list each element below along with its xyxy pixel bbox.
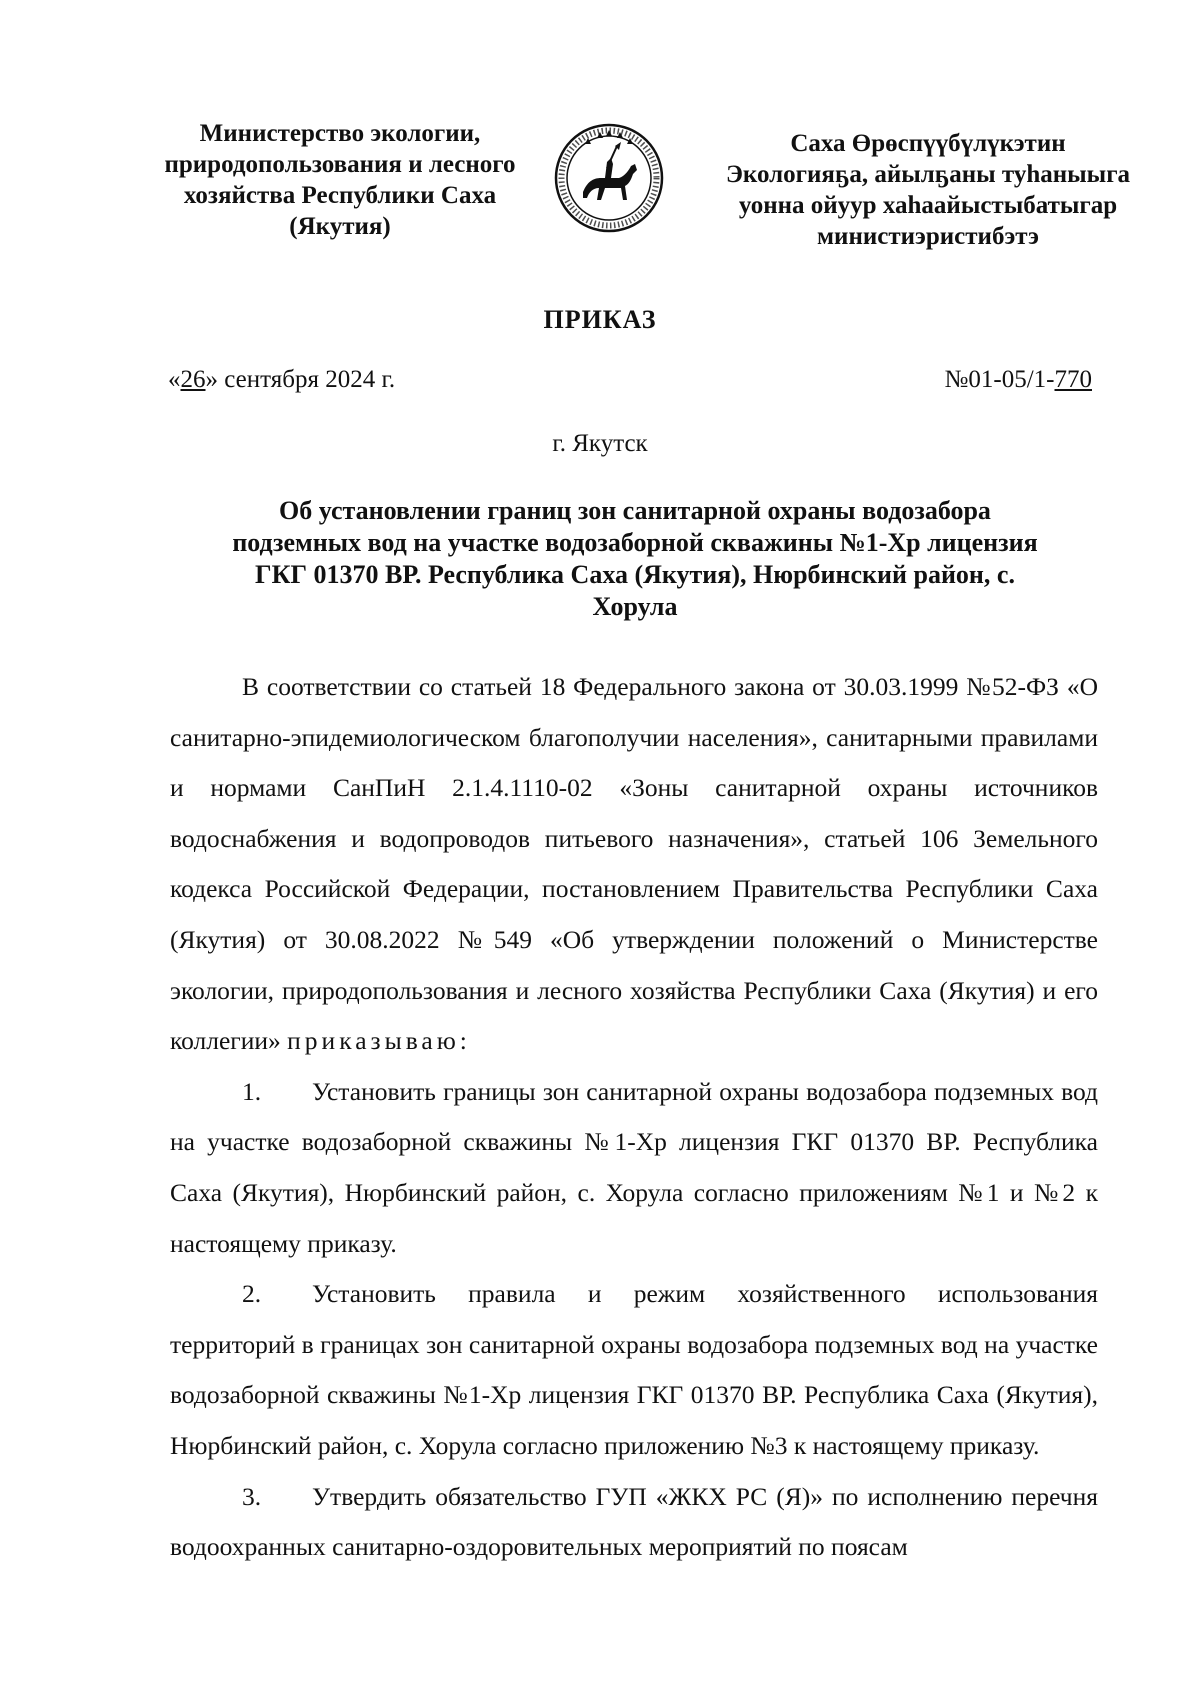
- ministry-name-line: Саха Өрөспүүбүлүкэтин: [790, 130, 1066, 157]
- subject-line: подземных вод на участке водозаборной скважины №1-Хр лицензия: [232, 528, 1038, 557]
- order-word: приказываю:: [287, 1026, 471, 1056]
- ministry-name-russian: [150, 118, 530, 242]
- item-number: 1.: [242, 1076, 262, 1106]
- order-item: [170, 1269, 1098, 1471]
- order-date: [168, 366, 395, 394]
- ministry-name-line: уонна ойуур хаһаайыстыбатыгар: [738, 192, 1118, 219]
- date-prefix: «: [168, 366, 181, 393]
- order-number-value: 770: [1054, 366, 1092, 393]
- order-subject: [175, 495, 1095, 623]
- document-title: ПРИКАЗ: [543, 305, 657, 334]
- subject-line: ГКГ 01370 ВР. Республика Саха (Якутия), Нюрбинский район, с.: [255, 560, 1015, 589]
- item-number: 3.: [242, 1481, 262, 1511]
- preamble-text: В соответствии со статьей 18 Федерального закона от 30.03.1999 №52-ФЗ «О санитарно-эпидемиологическом благополучии населения», санитарными правилами и нормами СанПиН 2.1.4.1110-02 «Зоны санитарной охраны источников водоснабжения и водопроводов питьевого назначения», статьей 106 Земельного кодекса Российской Федерации, постановлением Правительства Республики Саха (Якутия) от 30.08.2022 №549 «Об утверждении положений о Министерстве экологии, природопользования и лесного хозяйства Республики Саха (Якутия) и его коллегии»: [170, 672, 1098, 1056]
- date-day: 26: [180, 366, 206, 393]
- ministry-name-line: Министерство экологии,: [199, 120, 481, 147]
- item-text: Установить правила и режим хозяйственного использования территорий в границах зон санитарной охраны водозабора подземных вод на участке водозаборной скважины №1-Хр лицензия ГКГ 01370 ВР. Республика Саха (Якутия), Нюрбинский район, с. Хорула согласно приложению №3 к настоящему приказу.: [170, 1279, 1098, 1460]
- item-text: Утвердить обязательство ГУП «ЖКХ РС (Я)» по исполнению перечня водоохранных санитарно-оздоровительных мероприятий по поясам: [170, 1481, 1098, 1562]
- order-number-prefix: №01-05/1-: [944, 366, 1055, 393]
- ministry-name-line: министиэристибэтэ: [817, 223, 1039, 250]
- item-number: 2.: [242, 1279, 262, 1309]
- coat-of-arms-icon: [553, 122, 665, 234]
- preamble-paragraph: [170, 662, 1098, 1067]
- ministry-name-line: природопользования и лесного: [164, 151, 516, 178]
- order-body: [170, 662, 1098, 1573]
- order-number: [945, 366, 1092, 394]
- city: г. Якутск: [552, 430, 648, 457]
- item-text: Установить границы зон санитарной охраны водозабора подземных вод на участке водозаборной скважины №1-Хр лицензия ГКГ 01370 ВР. Республика Саха (Якутия), Нюрбинский район, с. Хорула согласно приложениям №1 и №2 к настоящему приказу.: [170, 1076, 1098, 1258]
- ministry-name-line: хозяйства Республики Саха: [183, 182, 497, 209]
- subject-line: Об установлении границ зон санитарной охраны водозабора: [279, 496, 991, 525]
- date-suffix: » сентября 2024 г.: [205, 366, 396, 393]
- order-item: [170, 1472, 1098, 1573]
- ministry-name-line: Экологияҕа, айылҕаны туһаныыга: [725, 161, 1131, 188]
- ministry-name-yakut: [718, 128, 1138, 252]
- order-item: [170, 1067, 1098, 1269]
- ministry-name-line: (Якутия): [289, 213, 391, 240]
- subject-line: Хорула: [592, 592, 678, 621]
